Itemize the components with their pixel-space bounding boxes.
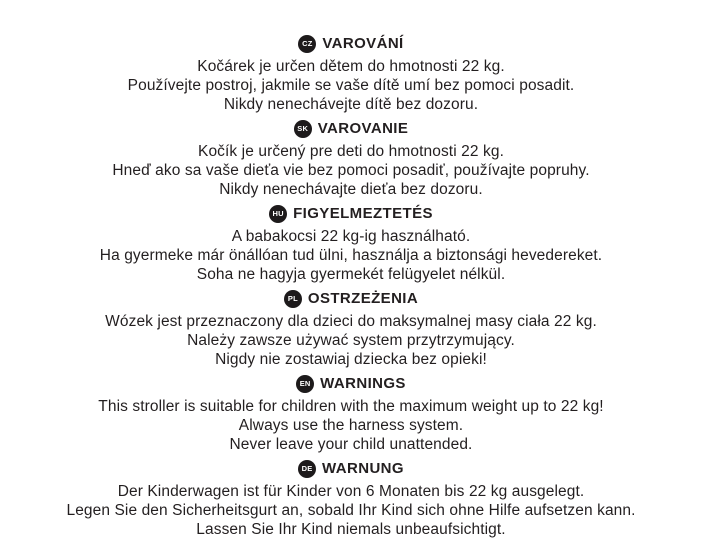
warning-heading [0,459,702,479]
warning-section-de [0,459,702,539]
language-badge-icon: HU [269,205,287,223]
warning-line: Kočárek je určen dětem do hmotnosti 22 kg. [197,58,505,75]
language-badge-icon: CZ [298,35,316,53]
warning-section-hu [0,204,702,284]
warning-heading [0,119,702,139]
warning-line: This stroller is suitable for children with the maximum weight up to 22 kg! [98,398,604,415]
warning-title: WARNINGS [320,375,406,392]
warning-line: Kočík je určený pre deti do hmotnosti 22 kg. [198,143,504,160]
warning-line: Ha gyermeke már önállóan tud ülni, használja a biztonsági hevedereket. [99,247,603,264]
warning-title: FIGYELMEZTETÉS [293,205,433,222]
warning-line: Soha ne hagyja gyermekét felügyelet nélkül. [196,266,506,283]
warning-line: Legen Sie den Sicherheitsgurt an, sobald Ihr Kind sich ohne Hilfe aufsetzen kann. [66,502,636,519]
warning-section-cz [0,34,702,114]
warning-line: Nigdy nie zostawiaj dziecka bez opieki! [215,351,487,368]
language-badge-icon: SK [294,120,312,138]
warning-line: Používejte postroj, jakmile se vaše dítě umí bez pomoci posadit. [127,77,575,94]
language-badge-icon: EN [296,375,314,393]
warning-line: Wózek jest przeznaczony dla dzieci do maksymalnej masy ciała 22 kg. [105,313,597,330]
warning-line: Hneď ako sa vaše dieťa vie bez pomoci posadiť, používajte popruhy. [112,162,590,179]
warning-line: Lassen Sie Ihr Kind niemals unbeaufsichtigt. [196,521,506,538]
warning-line: Należy zawsze używać system przytrzymujący. [187,332,515,349]
warning-title: OSTRZEŻENIA [307,290,419,307]
warning-section-en [0,374,702,454]
warning-title: VAROVÁNÍ [322,35,404,52]
warning-heading [0,34,702,54]
warning-line: Never leave your child unattended. [229,436,473,453]
warning-line: Nikdy nenechávajte dieťa bez dozoru. [219,181,483,198]
warning-title: WARNUNG [322,460,404,477]
warning-line: Always use the harness system. [238,417,464,434]
warning-section-pl [0,289,702,369]
warning-line: Nikdy nenechávejte dítě bez dozoru. [223,96,479,113]
warning-heading [0,374,702,394]
warning-title: VAROVANIE [317,120,409,137]
warning-line: A babakocsi 22 kg-ig használható. [231,228,471,245]
warning-section-sk [0,119,702,199]
warning-line: Der Kinderwagen ist für Kinder von 6 Monaten bis 22 kg ausgelegt. [117,483,585,500]
warning-heading [0,204,702,224]
language-badge-icon: PL [284,290,302,308]
warning-heading [0,289,702,309]
language-badge-icon: DE [298,460,316,478]
